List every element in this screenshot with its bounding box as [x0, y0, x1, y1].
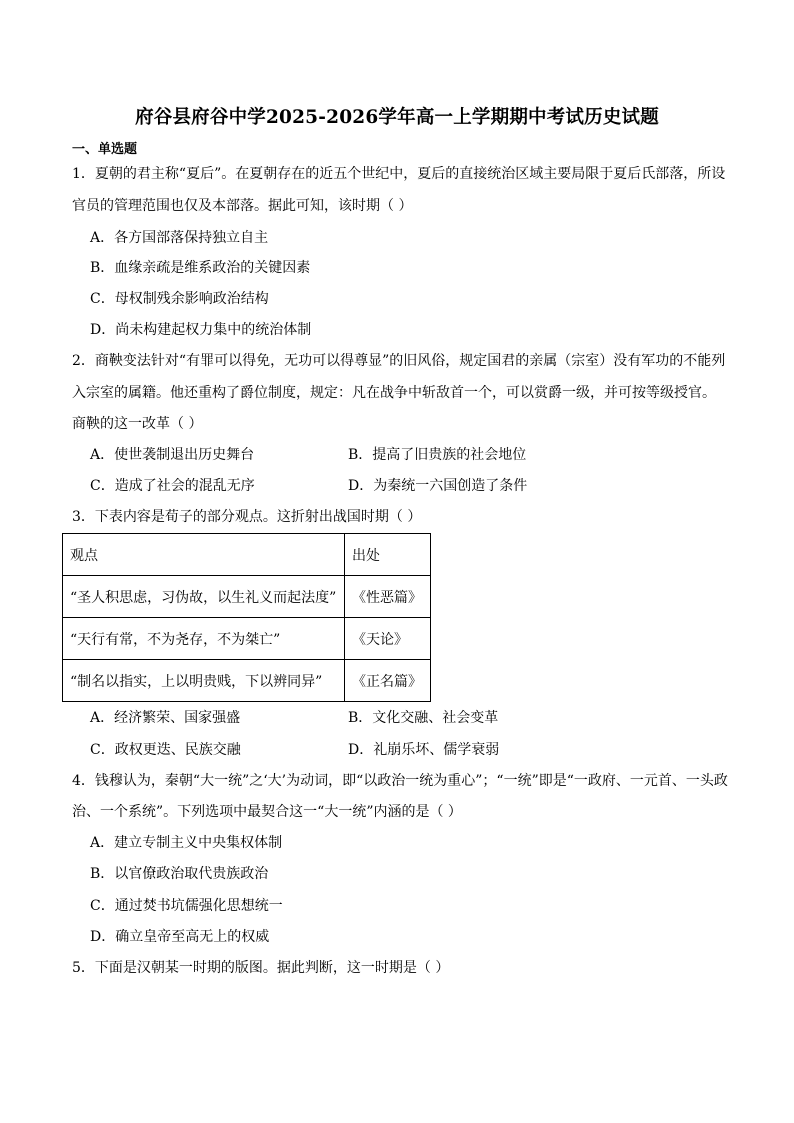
table-row: [63, 660, 431, 702]
q4-option-c: C．通过焚书坑儒强化思想统一: [90, 898, 283, 914]
q3-option-c: C．政权更迭、民族交融: [90, 742, 241, 758]
q5-stem: 5．下面是汉朝某一时期的版图。据此判断，这一时期是（ ）: [72, 960, 450, 976]
table-header-cell: 出处: [345, 534, 431, 576]
q2-option-a: A．使世袭制退出历史舞台: [90, 447, 255, 463]
exam-title: 府谷县府谷中学2025-2026学年高一上学期期中考试历史试题: [135, 107, 659, 128]
q4-option-a: A．建立专制主义中央集权体制: [90, 835, 283, 851]
q4-option-d: D．确立皇帝至高无上的权威: [90, 929, 270, 945]
q3-option-a: A．经济繁荣、国家强盛: [90, 710, 241, 726]
q3-stem: 3．下表内容是荀子的部分观点。这折射出战国时期（ ）: [72, 509, 422, 525]
q3-option-d: D．礼崩乐坏、儒学衰弱: [348, 742, 500, 758]
q3-option-b: B．文化交融、社会变革: [348, 710, 499, 726]
q1-option-c: C．母权制残余影响政治结构: [90, 291, 269, 307]
table-cell-source: 《性恶篇》: [345, 576, 431, 618]
q1-option-d: D．尚未构建起权力集中的统治体制: [90, 322, 312, 338]
q1-option-b: B．血缘亲疏是维系政治的关键因素: [90, 260, 311, 276]
table-cell-viewpoint: “制名以指实，上以明贵贱，下以辨同异”: [63, 660, 345, 702]
q4-stem-line-1: 4．钱穆认为，秦朝“大一统”之‘大’为动词，即“以政治一统为重心”；“一统”即是“一政府、一元首、一头政: [72, 773, 728, 789]
q2-stem-line-3: 商鞅的这一改革（ ）: [72, 416, 203, 432]
table-cell-source: 《天论》: [345, 618, 431, 660]
table-row: [63, 576, 431, 618]
q2-option-c: C．造成了社会的混乱无序: [90, 478, 255, 494]
q2-stem-line-2: 入宗室的属籍。他还重构了爵位制度，规定：凡在战争中斩敌首一个，可以赏爵一级，并可按等级授官。: [72, 385, 716, 401]
q4-stem-line-2: 治、一个系统”。下列选项中最契合这一“大一统”内涵的是（ ）: [72, 804, 462, 820]
table-cell-viewpoint: “圣人积思虑，习伪故，以生礼义而起法度”: [63, 576, 345, 618]
q2-stem-line-1: 2．商鞅变法针对“有罪可以得免，无功可以得尊显”的旧风俗，规定国君的亲属（宗室）没有军功的不能列: [72, 353, 726, 369]
q3-table: [62, 533, 431, 702]
section-heading: 一、单选题: [72, 142, 138, 157]
q1-stem-line-2: 官员的管理范围也仅及本部落。据此可知，该时期（ ）: [72, 198, 413, 214]
table-header-row: [63, 534, 431, 576]
q2-option-d: D．为秦统一六国创造了条件: [348, 478, 528, 494]
table-cell-source: 《正名篇》: [345, 660, 431, 702]
q1-option-a: A．各方国部落保持独立自主: [90, 230, 269, 246]
table-cell-viewpoint: “天行有常，不为尧存，不为桀亡”: [63, 618, 345, 660]
table-header-cell: 观点: [63, 534, 345, 576]
q1-stem-line-1: 1．夏朝的君主称“夏后”。在夏朝存在的近五个世纪中，夏后的直接统治区域主要局限于夏后氏部落，所设: [72, 166, 726, 182]
q2-option-b: B．提高了旧贵族的社会地位: [348, 447, 527, 463]
q4-option-b: B．以官僚政治取代贵族政治: [90, 866, 269, 882]
table-row: [63, 618, 431, 660]
